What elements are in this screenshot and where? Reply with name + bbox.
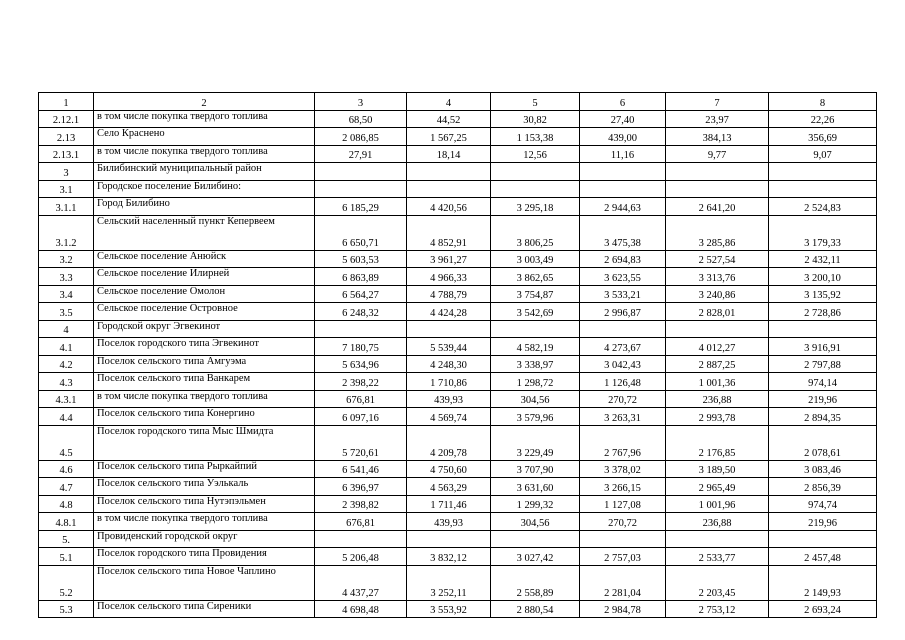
row-name-cell: Поселок сельского типа Сиреники xyxy=(94,600,315,618)
value-cell: 3 200,10 xyxy=(769,268,877,286)
value-cell: 3 378,02 xyxy=(580,460,666,478)
value-cell: 974,74 xyxy=(769,495,877,513)
value-cell: 2 797,88 xyxy=(769,355,877,373)
value-cell: 4 563,29 xyxy=(407,478,491,496)
value-cell: 2 176,85 xyxy=(666,425,769,460)
row-name-cell: Поселок сельского типа Рыркайпий xyxy=(94,460,315,478)
value-cell xyxy=(580,320,666,338)
value-cell: 439,00 xyxy=(580,128,666,146)
value-cell: 2 856,39 xyxy=(769,478,877,496)
value-cell: 4 966,33 xyxy=(407,268,491,286)
row-number-cell: 2.12.1 xyxy=(39,110,94,128)
row-number-cell: 3.3 xyxy=(39,268,94,286)
value-cell: 4 698,48 xyxy=(315,600,407,618)
value-cell: 4 012,27 xyxy=(666,338,769,356)
row-name-cell: в том числе покупка твердого топлива xyxy=(94,145,315,163)
row-name-cell: Поселок сельского типа Уэлькаль xyxy=(94,478,315,496)
value-cell: 4 420,56 xyxy=(407,198,491,216)
value-cell: 5 634,96 xyxy=(315,355,407,373)
row-name-cell: Поселок сельского типа Ванкарем xyxy=(94,373,315,391)
value-cell: 384,13 xyxy=(666,128,769,146)
value-cell: 4 582,19 xyxy=(491,338,580,356)
value-cell: 2 984,78 xyxy=(580,600,666,618)
row-name-cell: Поселок сельского типа Конергино xyxy=(94,408,315,426)
value-cell: 9,07 xyxy=(769,145,877,163)
value-cell: 676,81 xyxy=(315,390,407,408)
value-cell: 6 650,71 xyxy=(315,215,407,250)
table-row xyxy=(39,128,877,146)
row-name-cell: Сельский населенный пункт Кепервеем xyxy=(94,215,315,250)
value-cell: 4 273,67 xyxy=(580,338,666,356)
value-cell xyxy=(491,180,580,198)
header-cell: 7 xyxy=(666,93,769,111)
value-cell: 219,96 xyxy=(769,513,877,531)
value-cell: 2 757,03 xyxy=(580,548,666,566)
value-cell: 4 852,91 xyxy=(407,215,491,250)
value-cell: 11,16 xyxy=(580,145,666,163)
header-cell: 2 xyxy=(94,93,315,111)
value-cell: 3 189,50 xyxy=(666,460,769,478)
row-number-cell: 3 xyxy=(39,163,94,181)
row-number-cell: 5.2 xyxy=(39,565,94,600)
row-number-cell: 3.5 xyxy=(39,303,94,321)
row-name-cell: Поселок городского типа Мыс Шмидта xyxy=(94,425,315,460)
value-cell xyxy=(407,320,491,338)
value-cell xyxy=(407,530,491,548)
table-row xyxy=(39,268,877,286)
row-number-cell: 3.4 xyxy=(39,285,94,303)
value-cell: 18,14 xyxy=(407,145,491,163)
value-cell xyxy=(666,163,769,181)
row-name-cell: Билибинский муниципальный район xyxy=(94,163,315,181)
value-cell: 4 437,27 xyxy=(315,565,407,600)
value-cell: 2 887,25 xyxy=(666,355,769,373)
row-name-cell: Поселок городского типа Эгвекинот xyxy=(94,338,315,356)
table-row xyxy=(39,110,877,128)
table-row xyxy=(39,250,877,268)
value-cell: 2 398,22 xyxy=(315,373,407,391)
row-number-cell: 4.5 xyxy=(39,425,94,460)
row-name-cell: Село Краснено xyxy=(94,128,315,146)
value-cell: 3 631,60 xyxy=(491,478,580,496)
row-number-cell: 3.1.1 xyxy=(39,198,94,216)
row-number-cell: 4.8.1 xyxy=(39,513,94,531)
value-cell xyxy=(666,320,769,338)
value-cell: 2 086,85 xyxy=(315,128,407,146)
table-row xyxy=(39,373,877,391)
value-cell: 439,93 xyxy=(407,513,491,531)
table-row xyxy=(39,513,877,531)
value-cell: 6 863,89 xyxy=(315,268,407,286)
row-number-cell: 5.1 xyxy=(39,548,94,566)
header-cell: 1 xyxy=(39,93,94,111)
value-cell: 9,77 xyxy=(666,145,769,163)
table-row xyxy=(39,408,877,426)
value-cell: 2 203,45 xyxy=(666,565,769,600)
value-cell: 30,82 xyxy=(491,110,580,128)
table-row xyxy=(39,495,877,513)
value-cell: 3 313,76 xyxy=(666,268,769,286)
value-cell: 3 623,55 xyxy=(580,268,666,286)
value-cell: 6 248,32 xyxy=(315,303,407,321)
value-cell xyxy=(315,530,407,548)
value-cell: 2 558,89 xyxy=(491,565,580,600)
value-cell: 2 149,93 xyxy=(769,565,877,600)
row-name-cell: Город Билибино xyxy=(94,198,315,216)
row-name-cell: Городское поселение Билибино: xyxy=(94,180,315,198)
value-cell: 3 553,92 xyxy=(407,600,491,618)
value-cell: 2 281,04 xyxy=(580,565,666,600)
header-cell: 3 xyxy=(315,93,407,111)
value-cell: 1 567,25 xyxy=(407,128,491,146)
value-cell xyxy=(315,320,407,338)
value-cell: 5 539,44 xyxy=(407,338,491,356)
value-cell: 5 720,61 xyxy=(315,425,407,460)
value-cell: 3 338,97 xyxy=(491,355,580,373)
value-cell: 2 993,78 xyxy=(666,408,769,426)
value-cell: 2 641,20 xyxy=(666,198,769,216)
value-cell: 3 754,87 xyxy=(491,285,580,303)
value-cell: 270,72 xyxy=(580,513,666,531)
row-number-cell: 4.3.1 xyxy=(39,390,94,408)
row-name-cell: Поселок сельского типа Нутэпэльмен xyxy=(94,495,315,513)
value-cell xyxy=(580,163,666,181)
value-cell: 1 001,36 xyxy=(666,373,769,391)
table-row xyxy=(39,163,877,181)
table-header xyxy=(39,93,877,111)
value-cell: 236,88 xyxy=(666,390,769,408)
row-name-cell: Сельское поселение Омолон xyxy=(94,285,315,303)
tariff-table xyxy=(38,92,877,618)
value-cell: 2 767,96 xyxy=(580,425,666,460)
value-cell xyxy=(407,180,491,198)
value-cell: 3 252,11 xyxy=(407,565,491,600)
value-cell: 2 693,24 xyxy=(769,600,877,618)
value-cell: 5 603,53 xyxy=(315,250,407,268)
value-cell xyxy=(491,530,580,548)
value-cell: 1 001,96 xyxy=(666,495,769,513)
value-cell: 22,26 xyxy=(769,110,877,128)
value-cell: 3 083,46 xyxy=(769,460,877,478)
value-cell: 2 753,12 xyxy=(666,600,769,618)
header-cell: 4 xyxy=(407,93,491,111)
value-cell: 4 209,78 xyxy=(407,425,491,460)
value-cell: 3 263,31 xyxy=(580,408,666,426)
row-number-cell: 3.1.2 xyxy=(39,215,94,250)
table-row xyxy=(39,565,877,600)
table-row xyxy=(39,355,877,373)
header-cell: 5 xyxy=(491,93,580,111)
table-row xyxy=(39,320,877,338)
row-name-cell: Сельское поселение Анюйск xyxy=(94,250,315,268)
value-cell: 3 707,90 xyxy=(491,460,580,478)
row-number-cell: 3.2 xyxy=(39,250,94,268)
value-cell: 1 153,38 xyxy=(491,128,580,146)
row-name-cell: Сельское поселение Илирней xyxy=(94,268,315,286)
value-cell: 12,56 xyxy=(491,145,580,163)
value-cell xyxy=(491,163,580,181)
value-cell: 4 248,30 xyxy=(407,355,491,373)
value-cell: 974,14 xyxy=(769,373,877,391)
row-name-cell: Провиденский городской округ xyxy=(94,530,315,548)
value-cell: 1 298,72 xyxy=(491,373,580,391)
value-cell: 1 126,48 xyxy=(580,373,666,391)
value-cell: 3 135,92 xyxy=(769,285,877,303)
value-cell: 3 916,91 xyxy=(769,338,877,356)
value-cell: 2 880,54 xyxy=(491,600,580,618)
value-cell: 2 728,86 xyxy=(769,303,877,321)
value-cell: 3 862,65 xyxy=(491,268,580,286)
row-number-cell: 4.1 xyxy=(39,338,94,356)
row-number-cell: 2.13.1 xyxy=(39,145,94,163)
value-cell: 3 240,86 xyxy=(666,285,769,303)
value-cell: 304,56 xyxy=(491,513,580,531)
row-number-cell: 4.2 xyxy=(39,355,94,373)
table-row xyxy=(39,478,877,496)
value-cell: 1 299,32 xyxy=(491,495,580,513)
value-cell: 3 806,25 xyxy=(491,215,580,250)
value-cell: 270,72 xyxy=(580,390,666,408)
value-cell xyxy=(315,163,407,181)
value-cell: 2 694,83 xyxy=(580,250,666,268)
value-cell xyxy=(666,530,769,548)
value-cell: 3 179,33 xyxy=(769,215,877,250)
value-cell: 1 711,46 xyxy=(407,495,491,513)
value-cell: 3 027,42 xyxy=(491,548,580,566)
table-row xyxy=(39,285,877,303)
row-name-cell: Поселок городского типа Провидения xyxy=(94,548,315,566)
value-cell: 1 710,86 xyxy=(407,373,491,391)
value-cell: 2 944,63 xyxy=(580,198,666,216)
value-cell xyxy=(769,163,877,181)
value-cell: 6 185,29 xyxy=(315,198,407,216)
value-cell: 4 788,79 xyxy=(407,285,491,303)
value-cell: 6 396,97 xyxy=(315,478,407,496)
value-cell: 304,56 xyxy=(491,390,580,408)
value-cell xyxy=(769,530,877,548)
value-cell: 2 533,77 xyxy=(666,548,769,566)
value-cell: 2 457,48 xyxy=(769,548,877,566)
value-cell: 68,50 xyxy=(315,110,407,128)
value-cell: 3 295,18 xyxy=(491,198,580,216)
value-cell xyxy=(769,180,877,198)
value-cell: 3 533,21 xyxy=(580,285,666,303)
row-number-cell: 5.3 xyxy=(39,600,94,618)
value-cell: 2 524,83 xyxy=(769,198,877,216)
value-cell: 2 894,35 xyxy=(769,408,877,426)
value-cell: 676,81 xyxy=(315,513,407,531)
header-row xyxy=(39,93,877,111)
row-number-cell: 4 xyxy=(39,320,94,338)
value-cell xyxy=(666,180,769,198)
row-number-cell: 3.1 xyxy=(39,180,94,198)
value-cell: 2 965,49 xyxy=(666,478,769,496)
header-cell: 8 xyxy=(769,93,877,111)
value-cell: 6 541,46 xyxy=(315,460,407,478)
table-row xyxy=(39,338,877,356)
table-row xyxy=(39,145,877,163)
value-cell xyxy=(580,180,666,198)
row-name-cell: в том числе покупка твердого топлива xyxy=(94,110,315,128)
value-cell: 5 206,48 xyxy=(315,548,407,566)
value-cell: 3 542,69 xyxy=(491,303,580,321)
table-row xyxy=(39,215,877,250)
value-cell: 3 961,27 xyxy=(407,250,491,268)
value-cell: 3 003,49 xyxy=(491,250,580,268)
table-row xyxy=(39,180,877,198)
table-row xyxy=(39,600,877,618)
value-cell: 27,91 xyxy=(315,145,407,163)
table-body xyxy=(39,110,877,618)
table-row xyxy=(39,548,877,566)
table-row xyxy=(39,390,877,408)
value-cell: 3 285,86 xyxy=(666,215,769,250)
value-cell: 23,97 xyxy=(666,110,769,128)
row-number-cell: 4.7 xyxy=(39,478,94,496)
row-number-cell: 4.3 xyxy=(39,373,94,391)
row-name-cell: Городской округ Эгвекинот xyxy=(94,320,315,338)
value-cell: 4 569,74 xyxy=(407,408,491,426)
value-cell: 44,52 xyxy=(407,110,491,128)
value-cell: 3 266,15 xyxy=(580,478,666,496)
value-cell: 3 832,12 xyxy=(407,548,491,566)
row-number-cell: 4.6 xyxy=(39,460,94,478)
value-cell: 3 475,38 xyxy=(580,215,666,250)
table-row xyxy=(39,530,877,548)
value-cell: 2 078,61 xyxy=(769,425,877,460)
header-cell: 6 xyxy=(580,93,666,111)
value-cell: 3 229,49 xyxy=(491,425,580,460)
value-cell: 1 127,08 xyxy=(580,495,666,513)
value-cell xyxy=(491,320,580,338)
value-cell: 2 527,54 xyxy=(666,250,769,268)
value-cell xyxy=(407,163,491,181)
value-cell: 2 432,11 xyxy=(769,250,877,268)
row-name-cell: в том числе покупка твердого топлива xyxy=(94,513,315,531)
value-cell: 4 750,60 xyxy=(407,460,491,478)
table-row xyxy=(39,198,877,216)
row-number-cell: 4.8 xyxy=(39,495,94,513)
table-row xyxy=(39,425,877,460)
value-cell: 2 828,01 xyxy=(666,303,769,321)
value-cell: 439,93 xyxy=(407,390,491,408)
value-cell: 219,96 xyxy=(769,390,877,408)
value-cell: 3 579,96 xyxy=(491,408,580,426)
value-cell: 27,40 xyxy=(580,110,666,128)
value-cell: 356,69 xyxy=(769,128,877,146)
row-number-cell: 4.4 xyxy=(39,408,94,426)
value-cell: 6 564,27 xyxy=(315,285,407,303)
row-number-cell: 5. xyxy=(39,530,94,548)
row-name-cell: Поселок сельского типа Новое Чаплино xyxy=(94,565,315,600)
table-row xyxy=(39,460,877,478)
row-name-cell: Сельское поселение Островное xyxy=(94,303,315,321)
value-cell: 4 424,28 xyxy=(407,303,491,321)
value-cell: 236,88 xyxy=(666,513,769,531)
row-name-cell: в том числе покупка твердого топлива xyxy=(94,390,315,408)
value-cell xyxy=(769,320,877,338)
row-name-cell: Поселок сельского типа Амгуэма xyxy=(94,355,315,373)
row-number-cell: 2.13 xyxy=(39,128,94,146)
value-cell: 3 042,43 xyxy=(580,355,666,373)
value-cell: 6 097,16 xyxy=(315,408,407,426)
value-cell: 2 996,87 xyxy=(580,303,666,321)
value-cell xyxy=(315,180,407,198)
value-cell: 2 398,82 xyxy=(315,495,407,513)
value-cell: 7 180,75 xyxy=(315,338,407,356)
table-row xyxy=(39,303,877,321)
value-cell xyxy=(580,530,666,548)
